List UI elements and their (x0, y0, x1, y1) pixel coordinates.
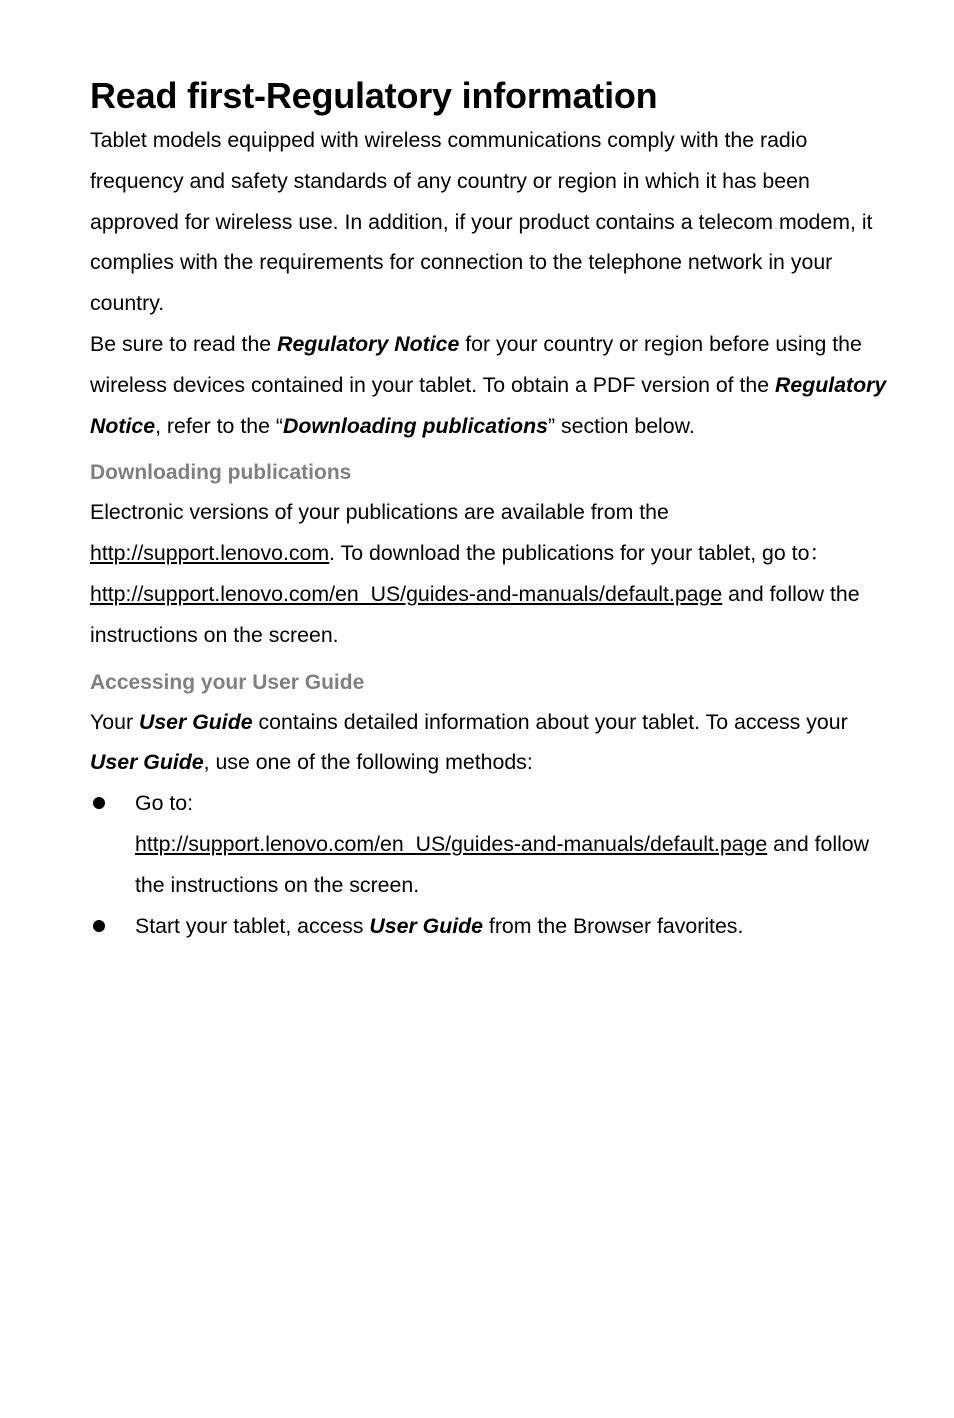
list-item (90, 783, 890, 905)
intro-paragraph-2 (90, 324, 890, 446)
intro-text: , refer to the “ (155, 413, 283, 438)
downloading-paragraph (90, 492, 890, 655)
user-guide-text: , use one of the following methods: (203, 750, 533, 775)
downloading-text: Electronic versions of your publications are available from the (90, 500, 669, 525)
downloading-publications-reference: Downloading publications (282, 413, 548, 438)
list-item (90, 906, 890, 947)
user-guide-text: contains detailed information about your tablet. To access your (252, 709, 848, 734)
regulatory-notice-emphasis: Regulatory Notice (277, 331, 460, 356)
list-item-text: Start your tablet, access (135, 913, 370, 938)
list-item-text: Go to: (135, 791, 194, 816)
downloading-text: and follow the instructions on the screen. (90, 581, 860, 647)
section-heading-downloading: Downloading publications (90, 461, 352, 485)
user-guide-emphasis: User Guide (369, 913, 483, 938)
page-title: Read first-Regulatory information (90, 75, 658, 116)
section-heading-user-guide: Accessing your User Guide (90, 670, 365, 694)
list-item-text: from the Browser favorites. (483, 913, 744, 938)
intro-paragraph-1: Tablet models equipped with wireless communications comply with the radio frequency and safety standards of any country or region in which it has been approved for wireless use. In addition, if your product contains a telecom modem, it complies with the requirements for connection to the telephone network in your country. (90, 128, 873, 316)
user-guide-text: Your (90, 709, 139, 734)
guides-manuals-link[interactable]: http://support.lenovo.com/en_US/guides-and-manuals/default.page (135, 831, 768, 856)
user-guide-emphasis: User Guide (138, 709, 253, 734)
downloading-text: . To download the publications for your tablet, go to： (329, 541, 831, 566)
support-link[interactable]: http://support.lenovo.com (90, 541, 330, 566)
regulatory-notice-emphasis: Regulatory Notice (90, 372, 887, 438)
bullet-icon (93, 797, 105, 809)
intro-text: for your country or region before using the wireless devices contained in your tablet. To obtain a PDF version of the (90, 331, 862, 397)
bullet-icon (93, 920, 105, 932)
guides-manuals-link[interactable]: http://support.lenovo.com/en_US/guides-and-manuals/default.page (90, 581, 723, 606)
document-page (90, 72, 890, 946)
user-guide-emphasis: User Guide (90, 750, 204, 775)
intro-text: Be sure to read the (90, 331, 278, 356)
list-item-text: and follow the instructions on the screen. (135, 831, 870, 897)
user-guide-paragraph (90, 702, 890, 784)
methods-list (90, 783, 890, 946)
intro-text: ” section below. (547, 413, 695, 438)
